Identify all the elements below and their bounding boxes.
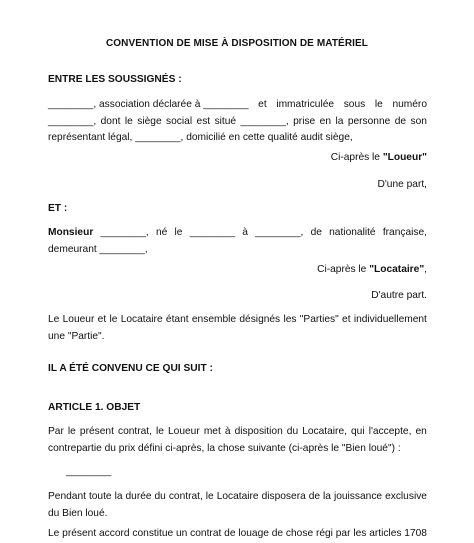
word: dont xyxy=(100,115,121,127)
party1-line2 xyxy=(48,114,427,131)
article1-paragraph2 xyxy=(48,489,427,522)
party2-side: D'autre part. xyxy=(371,290,427,301)
word: contrat xyxy=(190,528,222,539)
word: la xyxy=(335,115,344,127)
article1-p1-line2: contrepartie du prix défini ci-après, la chose suivante (ci-après le "Bien loué") : xyxy=(48,442,401,454)
word: disposera xyxy=(261,491,306,502)
word: nationalité xyxy=(329,227,376,238)
word: de xyxy=(271,528,284,539)
party2-hereafter-name: "Locataire" xyxy=(369,264,425,275)
word: sous xyxy=(343,99,366,110)
word: l'accepte, xyxy=(368,426,412,437)
word: en xyxy=(319,115,332,127)
word: et xyxy=(258,99,267,110)
article1-p2-line1 xyxy=(48,489,427,506)
party2-line2: demeurant ________, xyxy=(48,243,148,255)
word: désignés xyxy=(239,314,281,325)
word: disposition xyxy=(234,426,283,437)
word: louage xyxy=(238,528,269,539)
party1-line1 xyxy=(48,97,427,114)
word: met xyxy=(203,426,221,437)
article1-p1-line1 xyxy=(48,424,427,441)
word: contrat, xyxy=(117,426,152,437)
word: le xyxy=(205,491,214,502)
word: étant xyxy=(165,314,189,325)
word: exclusive xyxy=(385,491,427,502)
word: présent xyxy=(62,528,97,539)
word: siège xyxy=(137,115,162,127)
article1-paragraph3 xyxy=(48,526,427,543)
word: individuellement xyxy=(353,314,427,325)
parties-line1 xyxy=(48,312,427,329)
word: la xyxy=(114,491,123,502)
word: Loueur xyxy=(62,314,95,325)
party1-side: D'une part, xyxy=(377,179,427,190)
word: Locataire xyxy=(120,314,163,325)
party1-hereafter-name: "Loueur" xyxy=(382,152,427,163)
word: ________, xyxy=(240,115,289,127)
word: les xyxy=(283,314,297,325)
word: Loueur xyxy=(168,426,200,437)
word: le xyxy=(67,426,76,437)
parties-line2: une "Partie". xyxy=(48,330,105,342)
word: de xyxy=(308,491,321,502)
word: toute xyxy=(88,491,112,502)
word: 1708 xyxy=(404,528,427,539)
word: le xyxy=(109,314,118,325)
word: Locataire xyxy=(216,491,259,502)
word: Le xyxy=(48,314,60,325)
word: son xyxy=(410,115,427,127)
word: de xyxy=(224,528,236,539)
word: est xyxy=(196,115,211,127)
word: personne xyxy=(347,115,391,127)
word: prise xyxy=(293,115,316,127)
word: immatriculée xyxy=(276,99,335,110)
word: Pendant xyxy=(48,491,86,502)
article1-heading: ARTICLE 1. OBJET xyxy=(48,402,141,413)
parties-paragraph xyxy=(48,312,427,345)
word: Par xyxy=(48,426,64,437)
word: française, xyxy=(382,227,427,238)
word: chose xyxy=(285,528,314,539)
party2-line1 xyxy=(48,225,427,242)
word: social xyxy=(166,115,193,127)
word: situé xyxy=(214,115,237,127)
word: de xyxy=(394,115,407,127)
word: et xyxy=(97,314,107,325)
party2-hereafter-prefix: Ci-après le xyxy=(317,264,370,275)
word: accord xyxy=(98,528,130,539)
word: à xyxy=(242,227,248,238)
word: et xyxy=(342,314,351,325)
word: à xyxy=(224,426,231,437)
word: ensemble xyxy=(191,314,237,325)
word: de xyxy=(310,227,322,238)
word: présent xyxy=(79,426,114,437)
word: ________, association déclarée à ________ xyxy=(48,99,249,110)
word: régi xyxy=(315,528,333,539)
party2-title: Monsieur xyxy=(48,227,94,238)
word: le xyxy=(174,227,183,238)
party2-hereafter xyxy=(48,262,427,279)
word: constitue xyxy=(132,528,174,539)
party1-hereafter xyxy=(48,150,427,167)
word: numéro xyxy=(392,99,427,110)
article1-p2-line2: du Bien loué. xyxy=(48,507,108,519)
word: la xyxy=(323,491,331,502)
word: par xyxy=(335,528,351,539)
word: articles xyxy=(369,528,402,539)
party1-paragraph xyxy=(48,97,427,147)
word: jouissance xyxy=(333,491,383,502)
word: le xyxy=(124,115,133,127)
word: ________, xyxy=(255,227,304,238)
party1-hereafter-prefix: Ci-après le xyxy=(330,152,383,163)
word: ________, xyxy=(100,227,149,238)
word: Locataire, xyxy=(302,426,347,437)
word: durée xyxy=(125,491,152,502)
article1-p3-line1 xyxy=(48,526,427,543)
agreed-heading: IL A ÉTÉ CONVENU CE QUI SUIT : xyxy=(48,363,213,374)
word: ________, xyxy=(48,115,97,127)
party2-hereafter-suffix: , xyxy=(424,264,427,275)
between-heading: ENTRE LES SOUSSIGNÉS : xyxy=(48,74,182,85)
word: du xyxy=(154,491,166,502)
word: les xyxy=(353,528,367,539)
word: ________ xyxy=(189,227,236,238)
word: du xyxy=(286,426,299,437)
word: en xyxy=(415,426,427,437)
word: qui xyxy=(351,426,365,437)
word: né xyxy=(155,227,168,238)
and-heading: ET : xyxy=(48,203,68,214)
word: le xyxy=(374,99,383,110)
party2-paragraph xyxy=(48,225,427,258)
word: "Parties" xyxy=(299,314,339,325)
word: le xyxy=(156,426,164,437)
word: Le xyxy=(48,528,60,539)
word: un xyxy=(176,528,188,539)
party1-line3: représentant légal, ________, domicilié en cette qualité audit siège, xyxy=(48,132,353,143)
article1-paragraph1 xyxy=(48,424,427,457)
item-blank-line: ________ xyxy=(66,466,112,477)
document-title: CONVENTION DE MISE À DISPOSITION DE MATÉRIEL xyxy=(105,38,368,49)
word: contrat, xyxy=(168,491,203,502)
